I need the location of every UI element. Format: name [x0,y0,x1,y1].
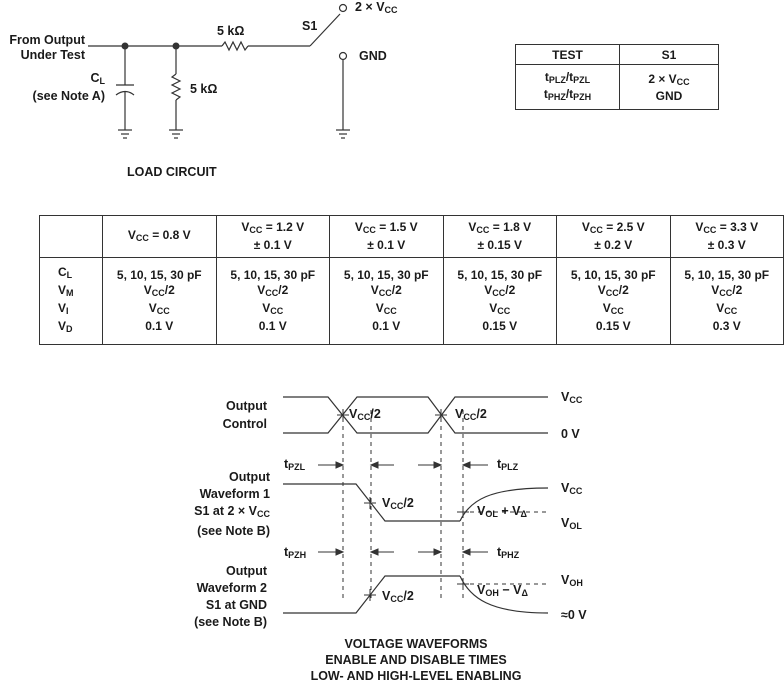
vcc-column-header: $V_{CC} = 2.5$ V ± 0.2 V [557,216,671,258]
vcc-column-values: 5, 10, 15, 30 pF $V_{CC}/2$ $V_{CC}$ 0.3 V [670,258,784,345]
series-resistor-label: 5 kΩ [217,24,245,38]
level-vcc-label: $V_{CC}$ [561,390,583,405]
voh-minus-delta-label: $V_{OH} - V_\Delta$ [477,583,528,598]
vcc-column-header: $V_{CC} = 1.8$ V ± 0.15 V [443,216,557,258]
vcc-table [39,215,784,345]
vcc-column-values: 5, 10, 15, 30 pF $V_{CC}/2$ $V_{CC}$ 0.1 V [216,258,330,345]
vcc-column-values: 5, 10, 15, 30 pF $V_{CC}/2$ $V_{CC}$ 0.1 V [103,258,217,345]
from-output-label: From Output Under Test [9,33,85,62]
waveforms-caption: VOLTAGE WAVEFORMS ENABLE AND DISABLE TIMES LOW- AND HIGH-LEVEL ENABLING [310,637,522,683]
s1-cell: $2 \times V_{CC}$ GND [620,65,719,110]
load-circuit-caption: LOAD CIRCUIT [127,165,217,179]
waveform2-label: Output Waveform 2 S1 at GND (see Note B) [194,564,267,629]
vcc-column-header: $V_{CC} = 1.5$ V ± 0.1 V [330,216,444,258]
vcc-half-label: $V_{CC}/2$ [382,589,414,604]
test-header: TEST [516,45,620,65]
tpzl-label: $t_{PZL}$ [284,457,306,472]
vcc-column-values: 5, 10, 15, 30 pF $V_{CC}/2$ $V_{CC}$ 0.15 V [443,258,557,345]
switch-vcc-label: $2 \times V_{CC}$ [355,0,398,15]
vol-plus-delta-label: $V_{OL} + V_\Delta$ [477,504,527,519]
switch-label: S1 [302,19,318,33]
vcc-column-values: 5, 10, 15, 30 pF $V_{CC}/2$ $V_{CC}$ 0.15 V [557,258,671,345]
level-approx0-label: ≈0 V [561,608,587,622]
test-cell: $t_{PLZ}/t_{PZL}$ $t_{PHZ}/t_{PZH}$ [516,65,620,110]
cl-label: $C_L$ (see Note A) [32,71,105,103]
vcc-half-label: $V_{CC}/2$ [382,496,414,511]
s1-header: S1 [620,45,719,65]
test-table [515,44,719,110]
switch-gnd-label: GND [359,49,387,63]
vcc-column-header: $V_{CC} = 1.2$ V ± 0.1 V [216,216,330,258]
level-0v-label: 0 V [561,427,580,441]
tpzh-label: $t_{PZH}$ [284,545,307,560]
vcc-table-corner [40,216,103,258]
param-column: $C_L$ $V_M$ $V_I$ $V_D$ [40,258,103,345]
output-control-label: Output Control [222,399,267,431]
vcc-column-values: 5, 10, 15, 30 pF $V_{CC}/2$ $V_{CC}$ 0.1 V [330,258,444,345]
level-voh-label: $V_{OH}$ [561,573,583,588]
shunt-resistor-label: 5 kΩ [190,82,218,96]
tphz-label: $t_{PHZ}$ [497,545,520,560]
level-vcc-label: $V_{CC}$ [561,481,583,496]
vcc-column-header: $V_{CC} = 0.8$ V [103,216,217,258]
tplz-label: $t_{PLZ}$ [497,457,519,472]
vcc-column-header: $V_{CC} = 3.3$ V ± 0.3 V [670,216,784,258]
vcc-half-label: $V_{CC}/2$ [455,407,487,422]
level-vol-label: $V_{OL}$ [561,516,582,531]
vcc-half-label: $V_{CC}/2$ [349,407,381,422]
waveform1-label: Output Waveform 1 S1 at $2 \times V_{CC}$ (see Note B) [194,470,270,538]
